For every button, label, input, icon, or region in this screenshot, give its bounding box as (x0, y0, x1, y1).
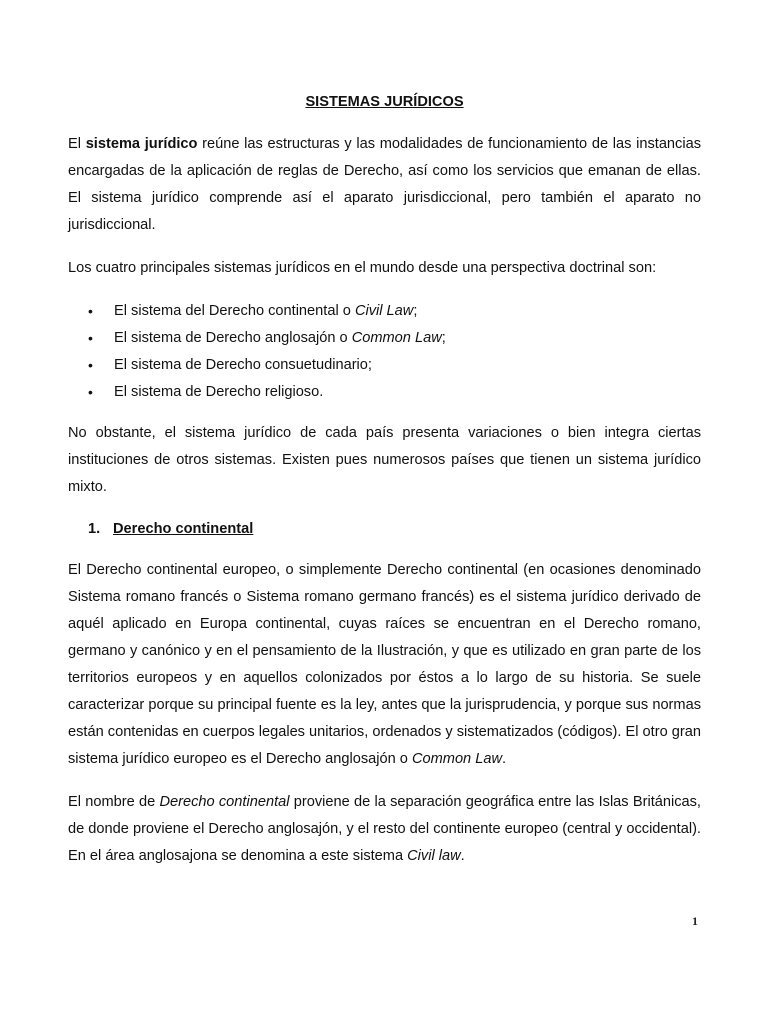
section-title: Derecho continental (113, 521, 254, 537)
section-paragraph-2-italic-a: Derecho continental (159, 794, 290, 810)
section-paragraph-2-italic-b: Civil law (407, 848, 461, 864)
list-item-end: ; (413, 303, 418, 319)
section-paragraph-1-text: El Derecho continental europeo, o simplemente Derecho continental (en ocasiones denominado Sistema romano francés o Sistema romano germano francés) es el sistema jurídico derivado de aquél aplicado en Europa continental, cuyas raíces se encuentran en el Derecho romano, germano y canónico y en el pensamiento de la Ilustración, y que es utilizado en gran parte de los territorios europeos y en aquellos colonizados por éstos a lo largo de su historia. Se suele caracterizar porque su principal fuente es la ley, antes que la jurisprudencia, y porque sus normas están contenidas en cuerpos legales unitarios, ordenados y sistematizados (códigos). El otro gran sistema jurídico europeo es el Derecho anglosajón o (68, 562, 701, 767)
list-item-italic: Common Law (351, 330, 442, 346)
legal-systems-list (68, 298, 701, 406)
section-paragraph-2 (68, 789, 701, 870)
section-number: 1. (88, 521, 101, 537)
section-paragraph-1-italic: Common Law (411, 751, 502, 767)
list-item (68, 325, 701, 352)
page-number: 1 (692, 914, 698, 928)
section-paragraph-1-end: . (502, 751, 507, 767)
list-item-text: El sistema de Derecho religioso. (114, 384, 324, 400)
list-item-text: El sistema de Derecho anglosajón o (114, 330, 352, 346)
mixed-systems-paragraph: No obstante, el sistema jurídico de cada país presenta variaciones o bien integra ciertas instituciones de otros sistemas. Existen pues numerosos países que tienen un sistema jurídico mixto. (68, 425, 701, 495)
list-item (68, 352, 701, 379)
list-item-end: ; (441, 330, 446, 346)
section-paragraph-2-text-a: El nombre de (68, 794, 160, 810)
list-item-text: El sistema de Derecho consuetudinario; (114, 357, 372, 373)
section-paragraph-2-end: . (460, 848, 465, 864)
section-heading (88, 517, 701, 541)
list-item (68, 379, 701, 406)
bullet-icon: • (88, 330, 93, 346)
intro-bold-term: sistema jurídico (85, 136, 198, 152)
list-item-text: El sistema del Derecho continental o (114, 303, 355, 319)
section-paragraph-1 (68, 557, 701, 773)
intro-paragraph (68, 131, 701, 239)
bullet-icon: • (88, 303, 93, 319)
list-item-italic: Civil Law (354, 303, 414, 319)
list-item (68, 298, 701, 325)
bullet-icon: • (88, 357, 93, 373)
document-title: SISTEMAS JURÍDICOS (305, 94, 464, 110)
bullet-icon: • (88, 384, 93, 400)
section-paragraph-2-text-b: proviene de la separación geográfica entre las Islas Británicas, de donde proviene el Derecho anglosajón, y el resto del continente europeo (central y occidental). En el área anglosajona se denomina a este sistema (68, 794, 701, 864)
document-body (68, 92, 701, 870)
list-intro-paragraph: Los cuatro principales sistemas jurídicos en el mundo desde una perspectiva doctrinal son: (68, 260, 657, 276)
intro-text-rest: reúne las estructuras y las modalidades de funcionamiento de las instancias encargadas de la aplicación de reglas de Derecho, así como los servicios que emanan de ellas. El sistema jurídico comprende así el aparato jurisdiccional, pero también el aparato no jurisdiccional. (68, 136, 702, 233)
intro-text-start: El (68, 136, 86, 152)
